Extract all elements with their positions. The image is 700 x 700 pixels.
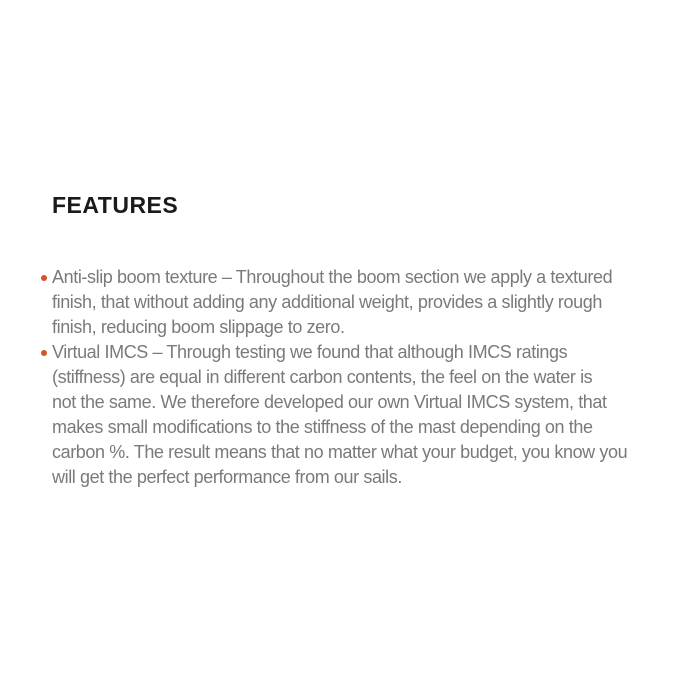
features-heading: FEATURES <box>52 192 179 218</box>
bullet-icon <box>41 350 47 356</box>
feature-line: makes small modifications to the stiffness of the mast depending on the <box>52 417 593 437</box>
feature-line: not the same. We therefore developed our own Virtual IMCS system, that <box>52 392 607 412</box>
feature-line: finish, that without adding any additional weight, provides a slightly rough <box>52 292 602 312</box>
feature-line: will get the perfect performance from our sails. <box>52 467 402 487</box>
list-item <box>52 340 682 490</box>
feature-line: Anti-slip boom texture – Throughout the boom section we apply a textured <box>52 267 613 287</box>
bullet-icon <box>41 275 47 281</box>
feature-line: Virtual IMCS – Through testing we found that although IMCS ratings <box>52 342 568 362</box>
feature-line: carbon %. The result means that no matter what your budget, you know you <box>52 442 628 462</box>
list-item <box>52 265 682 340</box>
feature-line: (stiffness) are equal in different carbon contents, the feel on the water is <box>52 367 593 387</box>
feature-line: finish, reducing boom slippage to zero. <box>52 317 345 337</box>
features-list <box>52 265 682 490</box>
